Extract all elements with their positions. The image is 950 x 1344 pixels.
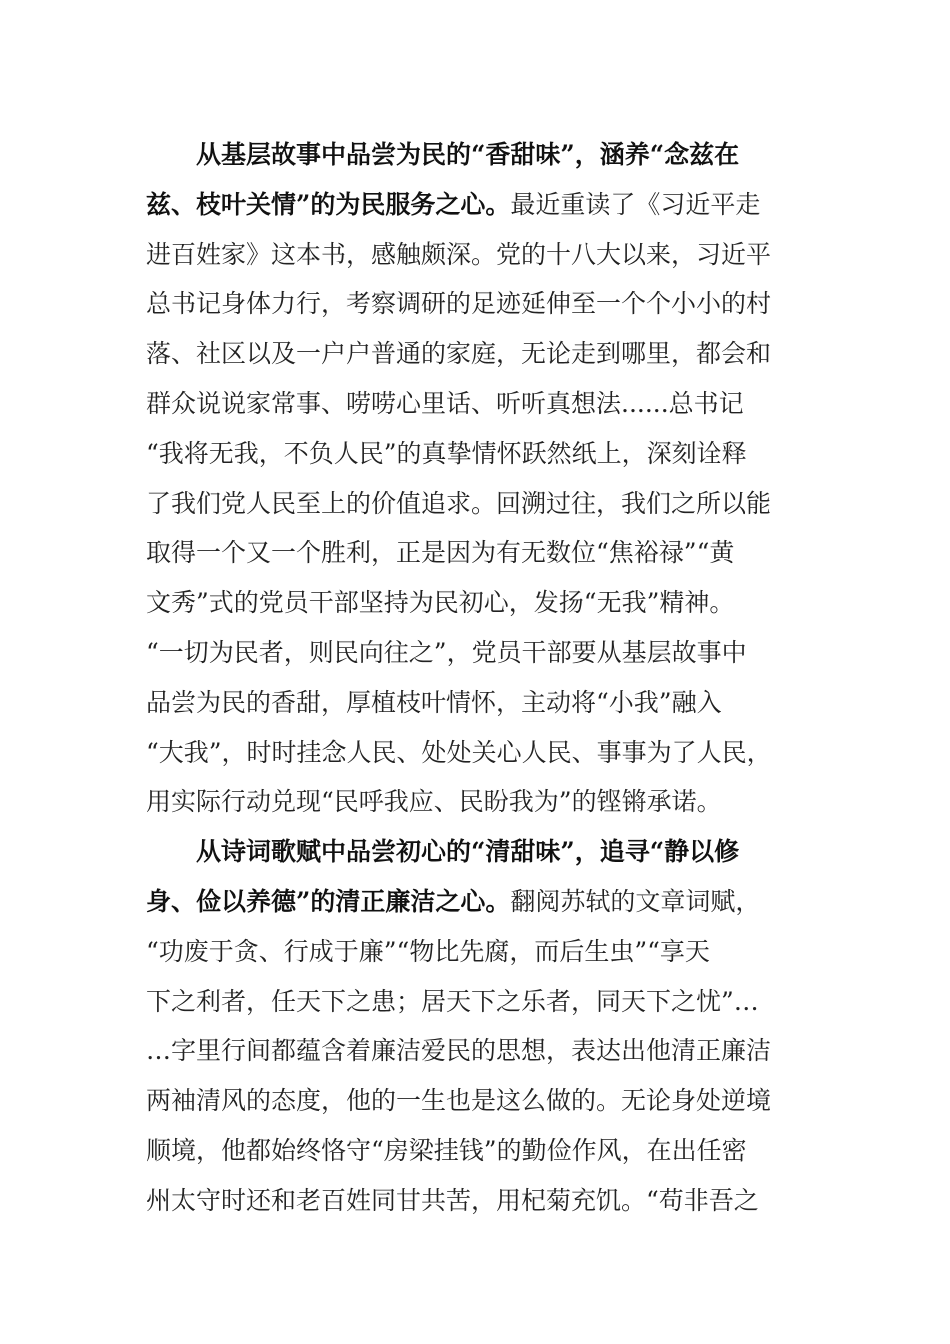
- bold-heading-text: 身、俭以养德”的清正廉洁之心。: [146, 886, 511, 916]
- body-text: “功废于贪、行成于廉”“物比先腐，而后生虫”“享天: [146, 936, 710, 966]
- body-text: 用实际行动兑现“民呼我应、民盼我为”的铿锵承诺。: [146, 787, 722, 817]
- text-line: [146, 1176, 806, 1226]
- text-line: [146, 329, 806, 379]
- body-text: 最近重读了《习近平走: [510, 189, 761, 219]
- body-text: 群众说说家常事、唠唠心里话、听听真想法......总书记: [146, 388, 744, 418]
- text-line: [146, 827, 806, 877]
- body-text: 下之利者，任天下之患；居天下之乐者，同天下之忧”…: [146, 986, 759, 1016]
- text-line: [146, 279, 806, 329]
- text-line: [146, 927, 806, 977]
- bold-heading-text: 从基层故事中品尝为民的“香甜味”，涵养“念兹在: [196, 140, 740, 169]
- text-line: [146, 578, 806, 628]
- text-line: [146, 977, 806, 1027]
- text-line: [146, 479, 806, 529]
- body-text: “我将无我，不负人民”的真挚情怀跃然纸上，深刻诠释: [146, 438, 747, 468]
- text-line: [146, 777, 806, 827]
- bold-heading-text: 兹、枝叶关情”的为民服务之心。: [146, 189, 511, 219]
- text-line: [146, 877, 806, 927]
- text-line: [146, 1076, 806, 1126]
- body-text: 州太守时还和老百姓同甘共苦，用杞菊充饥。“苟非吾之: [146, 1185, 759, 1215]
- text-line: [146, 1126, 806, 1176]
- text-line: [146, 180, 806, 230]
- paragraph-2: [146, 827, 806, 1225]
- bold-heading-text: 从诗词歌赋中品尝初心的“清甜味”，追寻“静以修: [196, 837, 740, 867]
- body-text: 翻阅苏轼的文章词赋，: [510, 886, 761, 916]
- text-line: [146, 628, 806, 678]
- body-text: “大我”，时时挂念人民、处处关心人民、事事为了人民，: [146, 737, 772, 767]
- body-text: 进百姓家》这本书，感触颇深。党的十八大以来，习近平: [146, 239, 772, 269]
- paragraph-1: [146, 130, 806, 827]
- text-line: [146, 130, 806, 180]
- document-body: [146, 130, 806, 1226]
- text-line: [146, 1026, 806, 1076]
- text-line: [146, 379, 806, 429]
- body-text: 品尝为民的香甜，厚植枝叶情怀，主动将“小我”融入: [146, 687, 722, 717]
- body-text: 总书记身体力行，考察调研的足迹延伸至一个个小小的村: [146, 289, 772, 319]
- body-text: …字里行间都蕴含着廉洁爱民的思想，表达出他清正廉洁: [146, 1036, 772, 1066]
- body-text: 落、社区以及一户户普通的家庭，无论走到哪里，都会和: [146, 339, 772, 369]
- text-line: [146, 728, 806, 778]
- text-line: [146, 230, 806, 280]
- text-line: [146, 528, 806, 578]
- text-line: [146, 429, 806, 479]
- body-text: 顺境，他都始终恪守“房梁挂钱”的勤俭作风，在出任密: [146, 1135, 747, 1165]
- body-text: “一切为民者，则民向往之”，党员干部要从基层故事中: [146, 637, 747, 667]
- text-line: [146, 678, 806, 728]
- body-text: 两袖清风的态度，他的一生也是这么做的。无论身处逆境: [146, 1086, 772, 1116]
- body-text: 文秀”式的党员干部坚持为民初心，发扬“无我”精神。: [146, 588, 735, 618]
- body-text: 取得一个又一个胜利，正是因为有无数位“焦裕禄”“黄: [146, 538, 735, 568]
- body-text: 了我们党人民至上的价值追求。回溯过往，我们之所以能: [146, 488, 772, 518]
